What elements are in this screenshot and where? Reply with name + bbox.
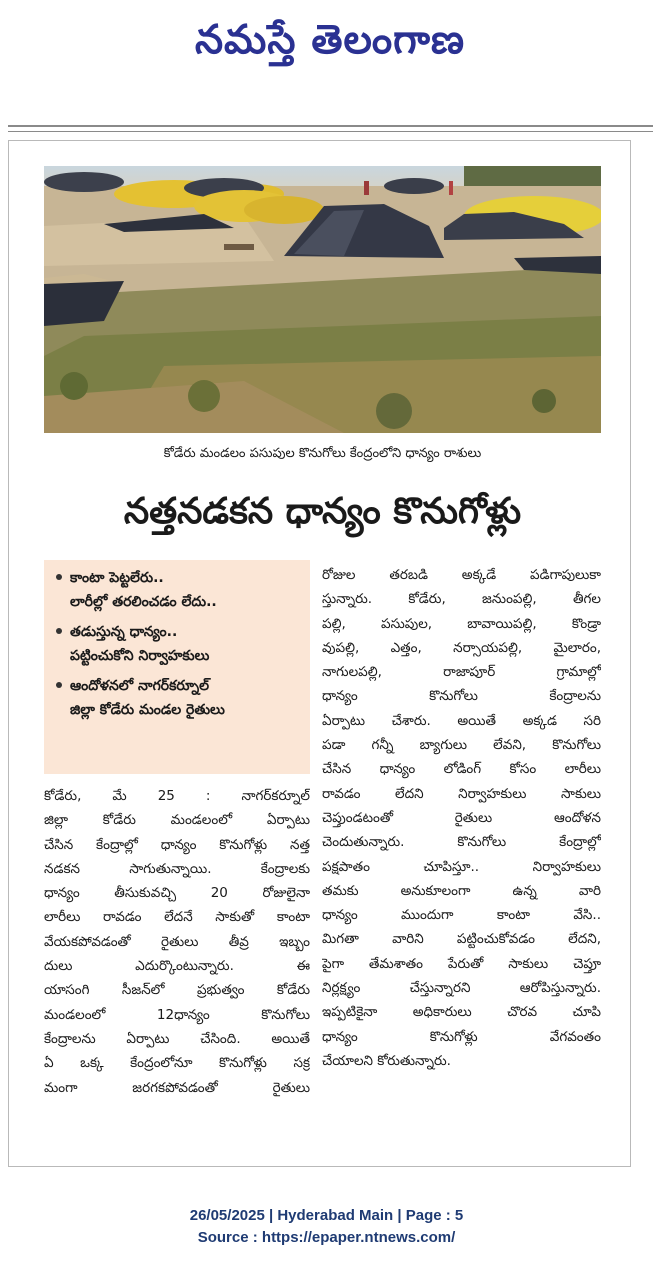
article-body-left-column (44, 784, 310, 1149)
article-body-right-column (322, 563, 601, 1148)
highlight-line: పట్టించుకోని నిర్వాహకులు (70, 648, 210, 664)
highlight-item (54, 566, 304, 614)
body-line: రోజుల తరబడి అక్కడే పడిగాపులుకా (322, 567, 601, 583)
body-line: మండలంలో 12ధాన్యం కొనుగోలు (44, 1006, 310, 1023)
masthead-rule-thin (8, 131, 653, 132)
highlight-line: కాంటా పెట్టలేరు.. (70, 570, 164, 586)
body-line: పక్షపాతం చూపిస్తూ.. నిర్వాహకులు (322, 858, 601, 875)
body-line: మంగా జరగకపోవడంతో రైతులు (44, 1079, 310, 1096)
body-line: మిగతా వారిని పట్టించుకోవడం లేదని, (322, 931, 601, 948)
body-line: ఏ ఒక్క కేంద్రంలోనూ కొనుగోళ్లు సక్ర (44, 1055, 310, 1072)
article-highlights-box (44, 560, 310, 774)
bullet-icon (56, 628, 62, 634)
highlight-line: జిల్లా కోడేరు మండల రైతులు (70, 702, 225, 718)
body-line: లారీలు రావడం లేదనే సాకుతో కాంటా (44, 909, 310, 926)
bullet-icon (56, 574, 62, 580)
highlight-item (54, 674, 304, 722)
masthead-rule-thick (8, 125, 653, 127)
article-photo (44, 166, 601, 433)
body-line: చేసిన ధాన్యం లోడింగ్ కోసం లారీలు (322, 761, 601, 778)
edition-info: 26/05/2025 | Hyderabad Main | Page : 5 (189, 1207, 464, 1224)
body-line: ధాన్యం కొనుగోలు కేంద్రాలను (322, 688, 601, 705)
body-line: చేసిన కేంద్రాల్లో ధాన్యం కొనుగోళ్లు నత్త (44, 836, 310, 853)
body-line: కోడేరు, మే 25 : నాగర్‌కర్నూల్ (44, 788, 310, 804)
article-headline: నత్తనడకన ధాన్యం కొనుగోళ్లు (123, 491, 522, 532)
body-line: వుపల్లి, ఎత్తం, నర్సాయపల్లి, మైలారం, (322, 639, 601, 656)
body-line: వేయకపోవడంతో రైతులు తీవ్ర ఇబ్బం (44, 933, 310, 950)
body-line: చెప్తుండటంతో రైతులు ఆందోళన (322, 809, 601, 826)
highlight-line: ఆందోళనలో నాగర్‌కర్నూల్ (70, 678, 210, 694)
body-line: చేయాలని కోరుతున్నారు. (322, 1052, 451, 1069)
body-line: ధాన్యం ముందుగా కాంటా వేసి.. (322, 907, 601, 924)
highlight-line: లారీల్లో తరలించడం లేదు.. (70, 594, 217, 610)
masthead (0, 0, 653, 80)
newspaper-logo-title: నమస్తే తెలంగాణ (194, 17, 466, 63)
body-line: ధాన్యం కొనుగోళ్లు వేగవంతం (322, 1028, 601, 1045)
body-line: పడా గన్నీ బ్యాగులు లేవని, కొనుగోలు (322, 737, 601, 754)
body-line: జిల్లా కోడేరు మండలంలో ఏర్పాటు (44, 812, 310, 829)
body-line: చెందుతున్నారు. కొనుగోలు కేంద్రాల్లో (322, 834, 601, 851)
body-line: ఏర్పాటు చేశారు. అయితే అక్కడ సరి (322, 712, 601, 729)
body-line: రావడం లేదని నిర్వాహకులు సాకులు (322, 785, 601, 802)
body-line: దులు ఎదుర్కొంటున్నారు. ఈ (44, 958, 310, 975)
source-link[interactable]: Source : https://epaper.ntnews.com/ (197, 1229, 456, 1246)
body-line: తమకు అనుకూలంగా ఉన్న వారి (322, 882, 601, 899)
bullet-icon (56, 682, 62, 688)
body-line: పల్లి, పసుపుల, బావాయిపల్లి, కొండ్రా (322, 615, 601, 632)
page-footer (0, 1205, 653, 1249)
body-line: యాసంగి సీజన్‌లో ప్రభుత్వం కోడేరు (44, 982, 310, 999)
body-line: ఇప్పటికైనా అధికారులు చొరవ చూపి (322, 1004, 601, 1021)
body-line: స్తున్నారు. కోడేరు, జనుంపల్లి, తీగల (322, 591, 601, 608)
body-line: నాగులపల్లి, రాజాపూర్ గ్రామాల్లో (322, 664, 601, 681)
body-line: నడకన సాగుతున్నాయి. కేంద్రాలకు (44, 860, 310, 877)
body-line: నిర్లక్ష్యం చేస్తున్నారని ఆరోపిస్తున్నారు. (322, 980, 601, 997)
body-line: పైగా తేమశాతం పేరుతో సాకులు చెప్తూ (322, 955, 601, 972)
photo-caption: కోడేరు మండలం పసుపుల కొనుగోలు కేంద్రంలోని ధాన్యం రాశులు (163, 446, 482, 461)
body-line: కేంద్రాలను ఏర్పాటు చేసింది. అయితే (44, 1030, 310, 1047)
highlight-line: తడుస్తున్న ధాన్యం.. (70, 624, 178, 640)
body-line: ధాన్యం తీసుకువచ్చి 20 రోజులైనా (44, 885, 310, 902)
highlight-item (54, 620, 304, 668)
